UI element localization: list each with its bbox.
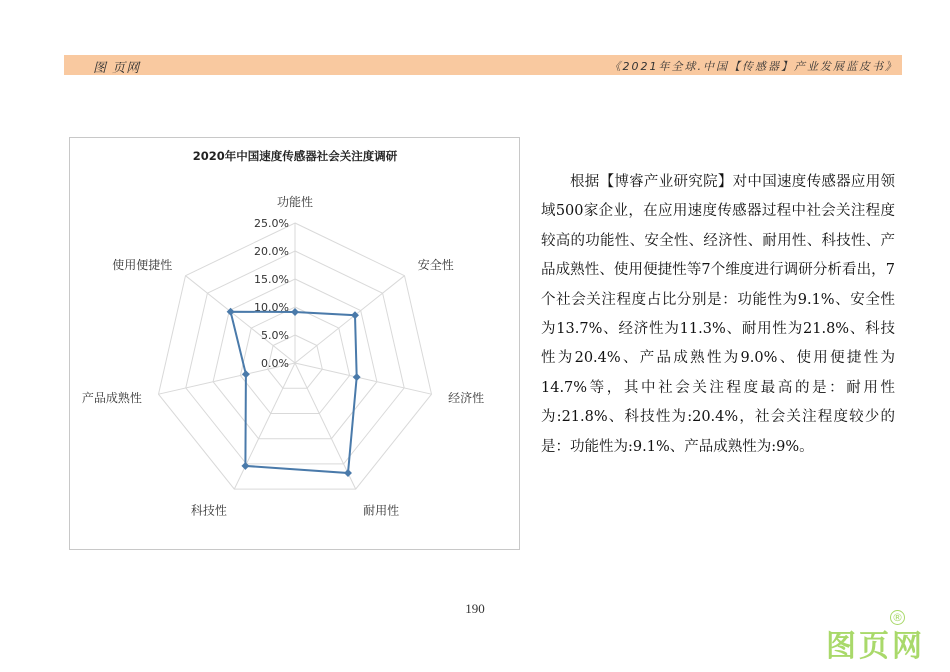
- data-point: [241, 462, 249, 470]
- tick-label: 5.0%: [261, 329, 289, 342]
- header-book-title: 《2021年全球.中国【传感器】产业发展蓝皮书》: [609, 60, 898, 73]
- tick-label: 20.0%: [254, 245, 289, 258]
- tick-label: 0.0%: [261, 357, 289, 370]
- category-label: 使用便捷性: [112, 258, 173, 273]
- category-label: 科技性: [190, 503, 227, 518]
- data-point: [344, 469, 352, 477]
- category-label: 耐用性: [363, 503, 400, 518]
- tick-label: 25.0%: [254, 217, 289, 230]
- data-point: [353, 373, 361, 381]
- grid-spoke: [234, 363, 295, 489]
- tick-label: 10.0%: [254, 301, 289, 314]
- category-label: 安全性: [417, 258, 454, 273]
- body-paragraph: 根据【博睿产业研究院】对中国速度传感器应用领域500家企业，在应用速度传感器过程中社会关注程度较高的功能性、安全性、经济性、耐用性、科技性、产品成熟性、使用便捷性等7个维度进行调研分析看出，7个社会关注程度占比分别是：功能性为9.1%、安全性为13.7%、经济性为11.3%、耐用性为21.8%、科技性为20.4%、产品成熟性为9.0%、使用便捷性为14.7%等，其中社会关注程度最高的是：耐用性为:21.8%、科技性为:20.4%，社会关注程度较少的是：功能性为:9.1%、产品成熟性为:9%。: [541, 174, 895, 455]
- category-label: 经济性: [448, 390, 485, 405]
- tick-label: 15.0%: [254, 273, 289, 286]
- grid-spoke: [295, 363, 432, 394]
- registered-mark-icon: ®: [892, 611, 903, 624]
- data-point: [291, 308, 299, 316]
- data-point: [242, 370, 250, 378]
- category-label: 产品成熟性: [81, 390, 142, 405]
- page-number: 190: [465, 601, 485, 616]
- chart-title: 2020年中国速度传感器社会关注度调研: [192, 149, 398, 163]
- category-label: 功能性: [276, 195, 314, 209]
- radar-chart-svg: [70, 138, 519, 549]
- radar-chart: [69, 137, 520, 550]
- header-site-title: 图 页网: [93, 61, 141, 76]
- watermark-logo: 图页网: [826, 629, 925, 664]
- body-text-block: [541, 168, 895, 462]
